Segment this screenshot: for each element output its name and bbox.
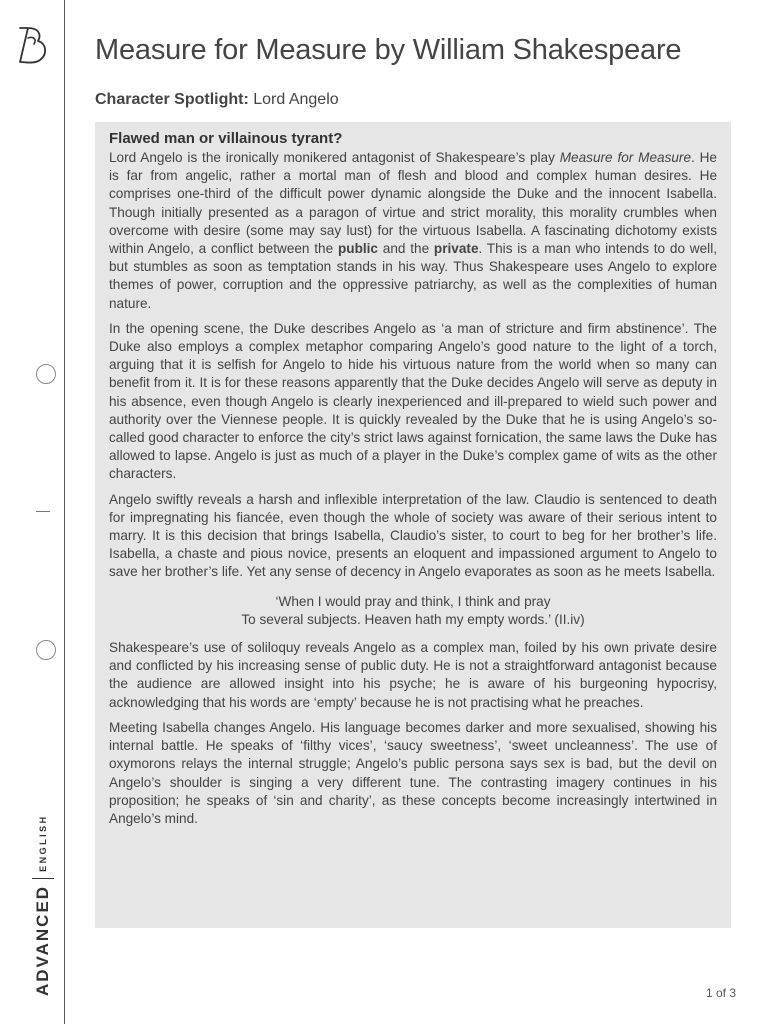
margin-rule	[64, 0, 65, 1024]
p1-text-e: and the	[378, 241, 434, 257]
p1-text-a: Lord Angelo is the ironically monikered antagonist of Shakespeare’s play	[109, 150, 560, 165]
brand-separator	[32, 878, 54, 879]
paragraph-1	[109, 149, 717, 313]
p1-text-g: . This is a man who intends to do well, but stumbles as soon as temptation stands in his way. Thus Shakespeare uses Angelo to explore themes of power, corruption and the oppressive patriarchy, as well as the complexities of human nature.	[109, 241, 717, 311]
play-title: Measure for Measure	[559, 150, 692, 165]
quotation	[109, 593, 717, 629]
quote-line-1: ‘When I would pray and think, I think and pray	[275, 593, 551, 609]
quote-line-2: To several subjects. Heaven hath my empty words.’ (II.iv)	[241, 611, 585, 627]
fold-mark	[36, 511, 50, 512]
emphasis-private: private	[433, 241, 479, 257]
page-number: 1 of 3	[706, 986, 737, 1000]
panel-heading: Flawed man or villainous tyrant?	[109, 130, 343, 147]
punch-hole-bottom	[36, 640, 56, 660]
brand-main: ADVANCED	[33, 884, 52, 996]
brand-sub: ENGLISH	[38, 814, 48, 872]
emphasis-public: public	[337, 241, 378, 257]
b-logo-icon	[14, 24, 52, 66]
spotlight-label: Character Spotlight:	[95, 91, 249, 108]
spotlight-value: Lord Angelo	[253, 91, 339, 108]
paragraph-5: Meeting Isabella changes Angelo. His language becomes darker and more sexualised, showing his internal battle. He speaks of ‘filthy vices’, ‘saucy sweetness’, ‘sweet uncleanness’. The use of oxymorons relays the internal struggle; Angelo’s public persona says sex is bad, but the devil on Angelo’s shoulder is singing a very different tune. The contrasting imagery continues in his proposition; he speaks of ‘sin and charity’, as these concepts become increasingly intertwined in Angelo’s mind.	[109, 719, 717, 826]
paragraph-4: Shakespeare’s use of soliloquy reveals Angelo as a complex man, foiled by his own private desire and conflicted by his increasing sense of public duty. He is not a straightforward antagonist because the audience are allowed insight into his psyche; he is aware of his burgeoning hypocrisy, acknowledging that his words are ‘empty’ because he is not practising what he preaches.	[109, 640, 717, 710]
paragraph-3: Angelo swiftly reveals a harsh and inflexible interpretation of the law. Claudio is sentenced to death for impregnating his fiancée, even though the whole of society was aware of their serious intent to marry. It is this decision that brings Isabella, Claudio’s sister, to court to beg for her brother’s life. Isabella, a chaste and pious novice, presents an eloquent and impassioned argument to Angelo to save her brother’s life. Yet any sense of decency in Angelo evaporates as soon as he meets Isabella.	[109, 491, 717, 580]
punch-hole-top	[36, 364, 56, 384]
character-spotlight	[95, 91, 339, 109]
p1-text-c: . He is far from angelic, rather a mortal man of flesh and blood and complex human desires. He comprises one-third of the difficult power dynamic alongside the Duke and the innocent Isabella. Though initially presented as a paragon of virtue and strict morality, this morality crumbles when overcome with desire (some may say lust) for the virtuous Isabella. A fascinating dichotomy exists within Angelo, a conflict between the	[109, 150, 717, 257]
brand-wordmark	[32, 814, 54, 996]
paragraph-2: In the opening scene, the Duke describes Angelo as ‘a man of stricture and firm abstinence’. The Duke also employs a complex metaphor comparing Angelo’s good nature to the light of a torch, arguing that it is selfish for Angelo to hide his virtuous nature from the world when so many can benefit from it. It is for these reasons apparently that the Duke decides Angelo will serve as deputy in his absence, even though Angelo is clearly inexperienced and ill-prepared to wield such power and authority over the Viennese people. It is quickly revealed by the Duke that he is using Angelo’s so-called good character to enforce the city’s strict laws against fornication, the same laws the Duke has allowed to lapse. Angelo is just as much of a player in the Duke’s complex game of wits as the other characters.	[109, 320, 717, 482]
page-title: Measure for Measure by William Shakespeare	[95, 34, 682, 66]
content-panel	[95, 122, 731, 928]
